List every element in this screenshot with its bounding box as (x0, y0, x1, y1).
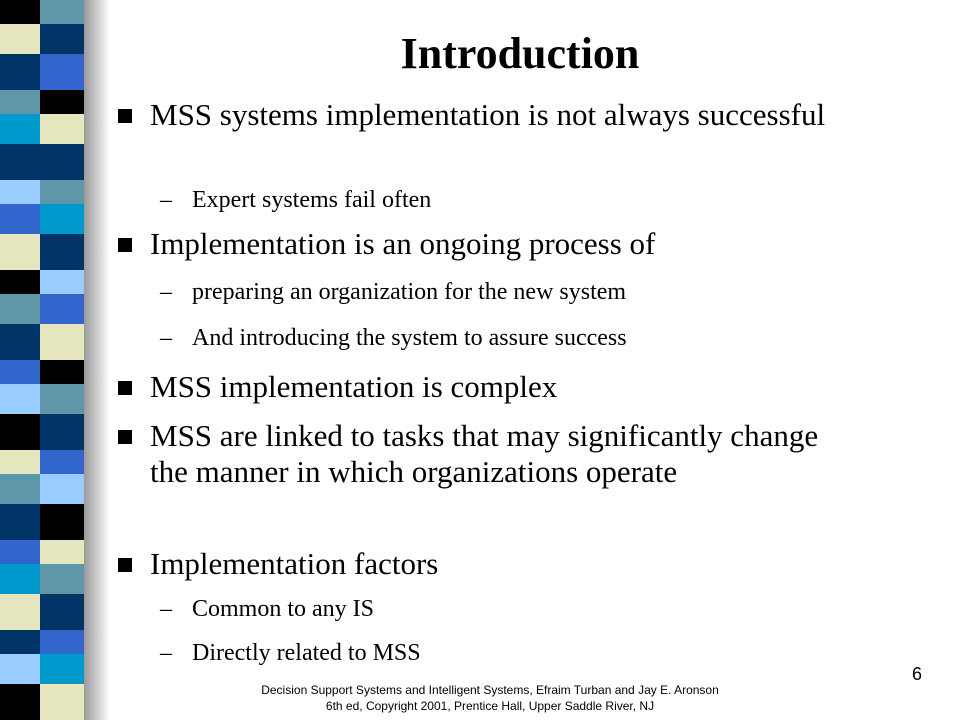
dash-marker: – (160, 279, 172, 305)
stripe-block (40, 180, 84, 204)
stripe-block (0, 0, 40, 24)
stripe-block (40, 54, 84, 90)
stripe-block (0, 234, 40, 270)
stripe-block (40, 204, 84, 234)
stripe-block (0, 324, 40, 360)
footer-line: 6th ed, Copyright 2001, Prentice Hall, Upper Saddle River, NJ (325, 699, 655, 713)
sub-bullet-text: And introducing the system to assure success (192, 325, 627, 351)
stripe-block (0, 564, 40, 594)
sub-bullet-text: Directly related to MSS (192, 640, 421, 666)
square-bullet-icon (118, 238, 132, 252)
dash-marker: – (160, 640, 172, 666)
stripe-block (0, 594, 40, 630)
stripe-block (0, 504, 40, 540)
stripe-block (0, 204, 40, 234)
stripe-block (40, 654, 84, 684)
stripe-block (40, 630, 84, 654)
stripe-block (0, 474, 40, 504)
stripe-block (40, 384, 84, 414)
footer-line: Decision Support Systems and Intelligent Systems, Efraim Turban and Jay E. Aronson (261, 683, 719, 697)
stripe-block (40, 114, 84, 144)
stripe-block (0, 54, 40, 90)
stripe-block (0, 384, 40, 414)
stripe-block (0, 414, 40, 450)
stripe-block (40, 324, 84, 360)
stripe-block (0, 114, 40, 144)
slide-title: Introduction (400, 29, 640, 78)
stripe-block (0, 294, 40, 324)
stripe-block (0, 654, 40, 684)
stripe-block (40, 564, 84, 594)
stripe-block (40, 594, 84, 630)
stripe-block (0, 630, 40, 654)
stripe-block (0, 450, 40, 474)
stripe-block (40, 414, 84, 450)
stripe-block (40, 294, 84, 324)
stripe-block (0, 540, 40, 564)
stripe-block (0, 24, 40, 54)
stripe-block (40, 270, 84, 294)
sub-bullet-text: Common to any IS (192, 596, 375, 622)
bullet-text: Implementation is an ongoing process of (150, 226, 656, 261)
stripe-block (40, 360, 84, 384)
bullet-text: MSS implementation is complex (150, 369, 558, 404)
stripe-block (40, 90, 84, 114)
dash-marker: – (160, 596, 172, 622)
bullet-text: Implementation factors (150, 546, 439, 581)
decorative-stripe-bar (0, 0, 110, 720)
stripe-block (40, 234, 84, 270)
stripe-block (40, 144, 84, 180)
stripe-block (0, 684, 40, 720)
footer-citation (210, 682, 770, 714)
stripe-block (40, 450, 84, 474)
stripe-block (0, 144, 40, 180)
sub-bullet-text: preparing an organization for the new system (192, 279, 627, 305)
square-bullet-icon (118, 558, 132, 572)
page-number: 6 (912, 664, 923, 684)
stripe-block (40, 24, 84, 54)
dash-marker: – (160, 325, 172, 351)
stripe-block (40, 474, 84, 504)
stripe-block (40, 684, 84, 720)
stripe-blocks (0, 0, 100, 720)
square-bullet-icon (118, 381, 132, 395)
stripe-block (0, 180, 40, 204)
bullet-text: MSS are linked to tasks that may significantly change the manner in which organizations operate (150, 418, 819, 489)
square-bullet-icon (118, 109, 132, 123)
dash-marker: – (160, 187, 172, 213)
sub-bullet-text: Expert systems fail often (192, 187, 432, 213)
square-bullet-icon (118, 430, 132, 444)
stripe-block (40, 504, 84, 540)
stripe-block (0, 90, 40, 114)
stripe-block (0, 360, 40, 384)
stripe-block (0, 270, 40, 294)
stripe-block (40, 0, 84, 24)
bullet-text: MSS systems implementation is not always successful (150, 97, 826, 132)
stripe-block (40, 540, 84, 564)
